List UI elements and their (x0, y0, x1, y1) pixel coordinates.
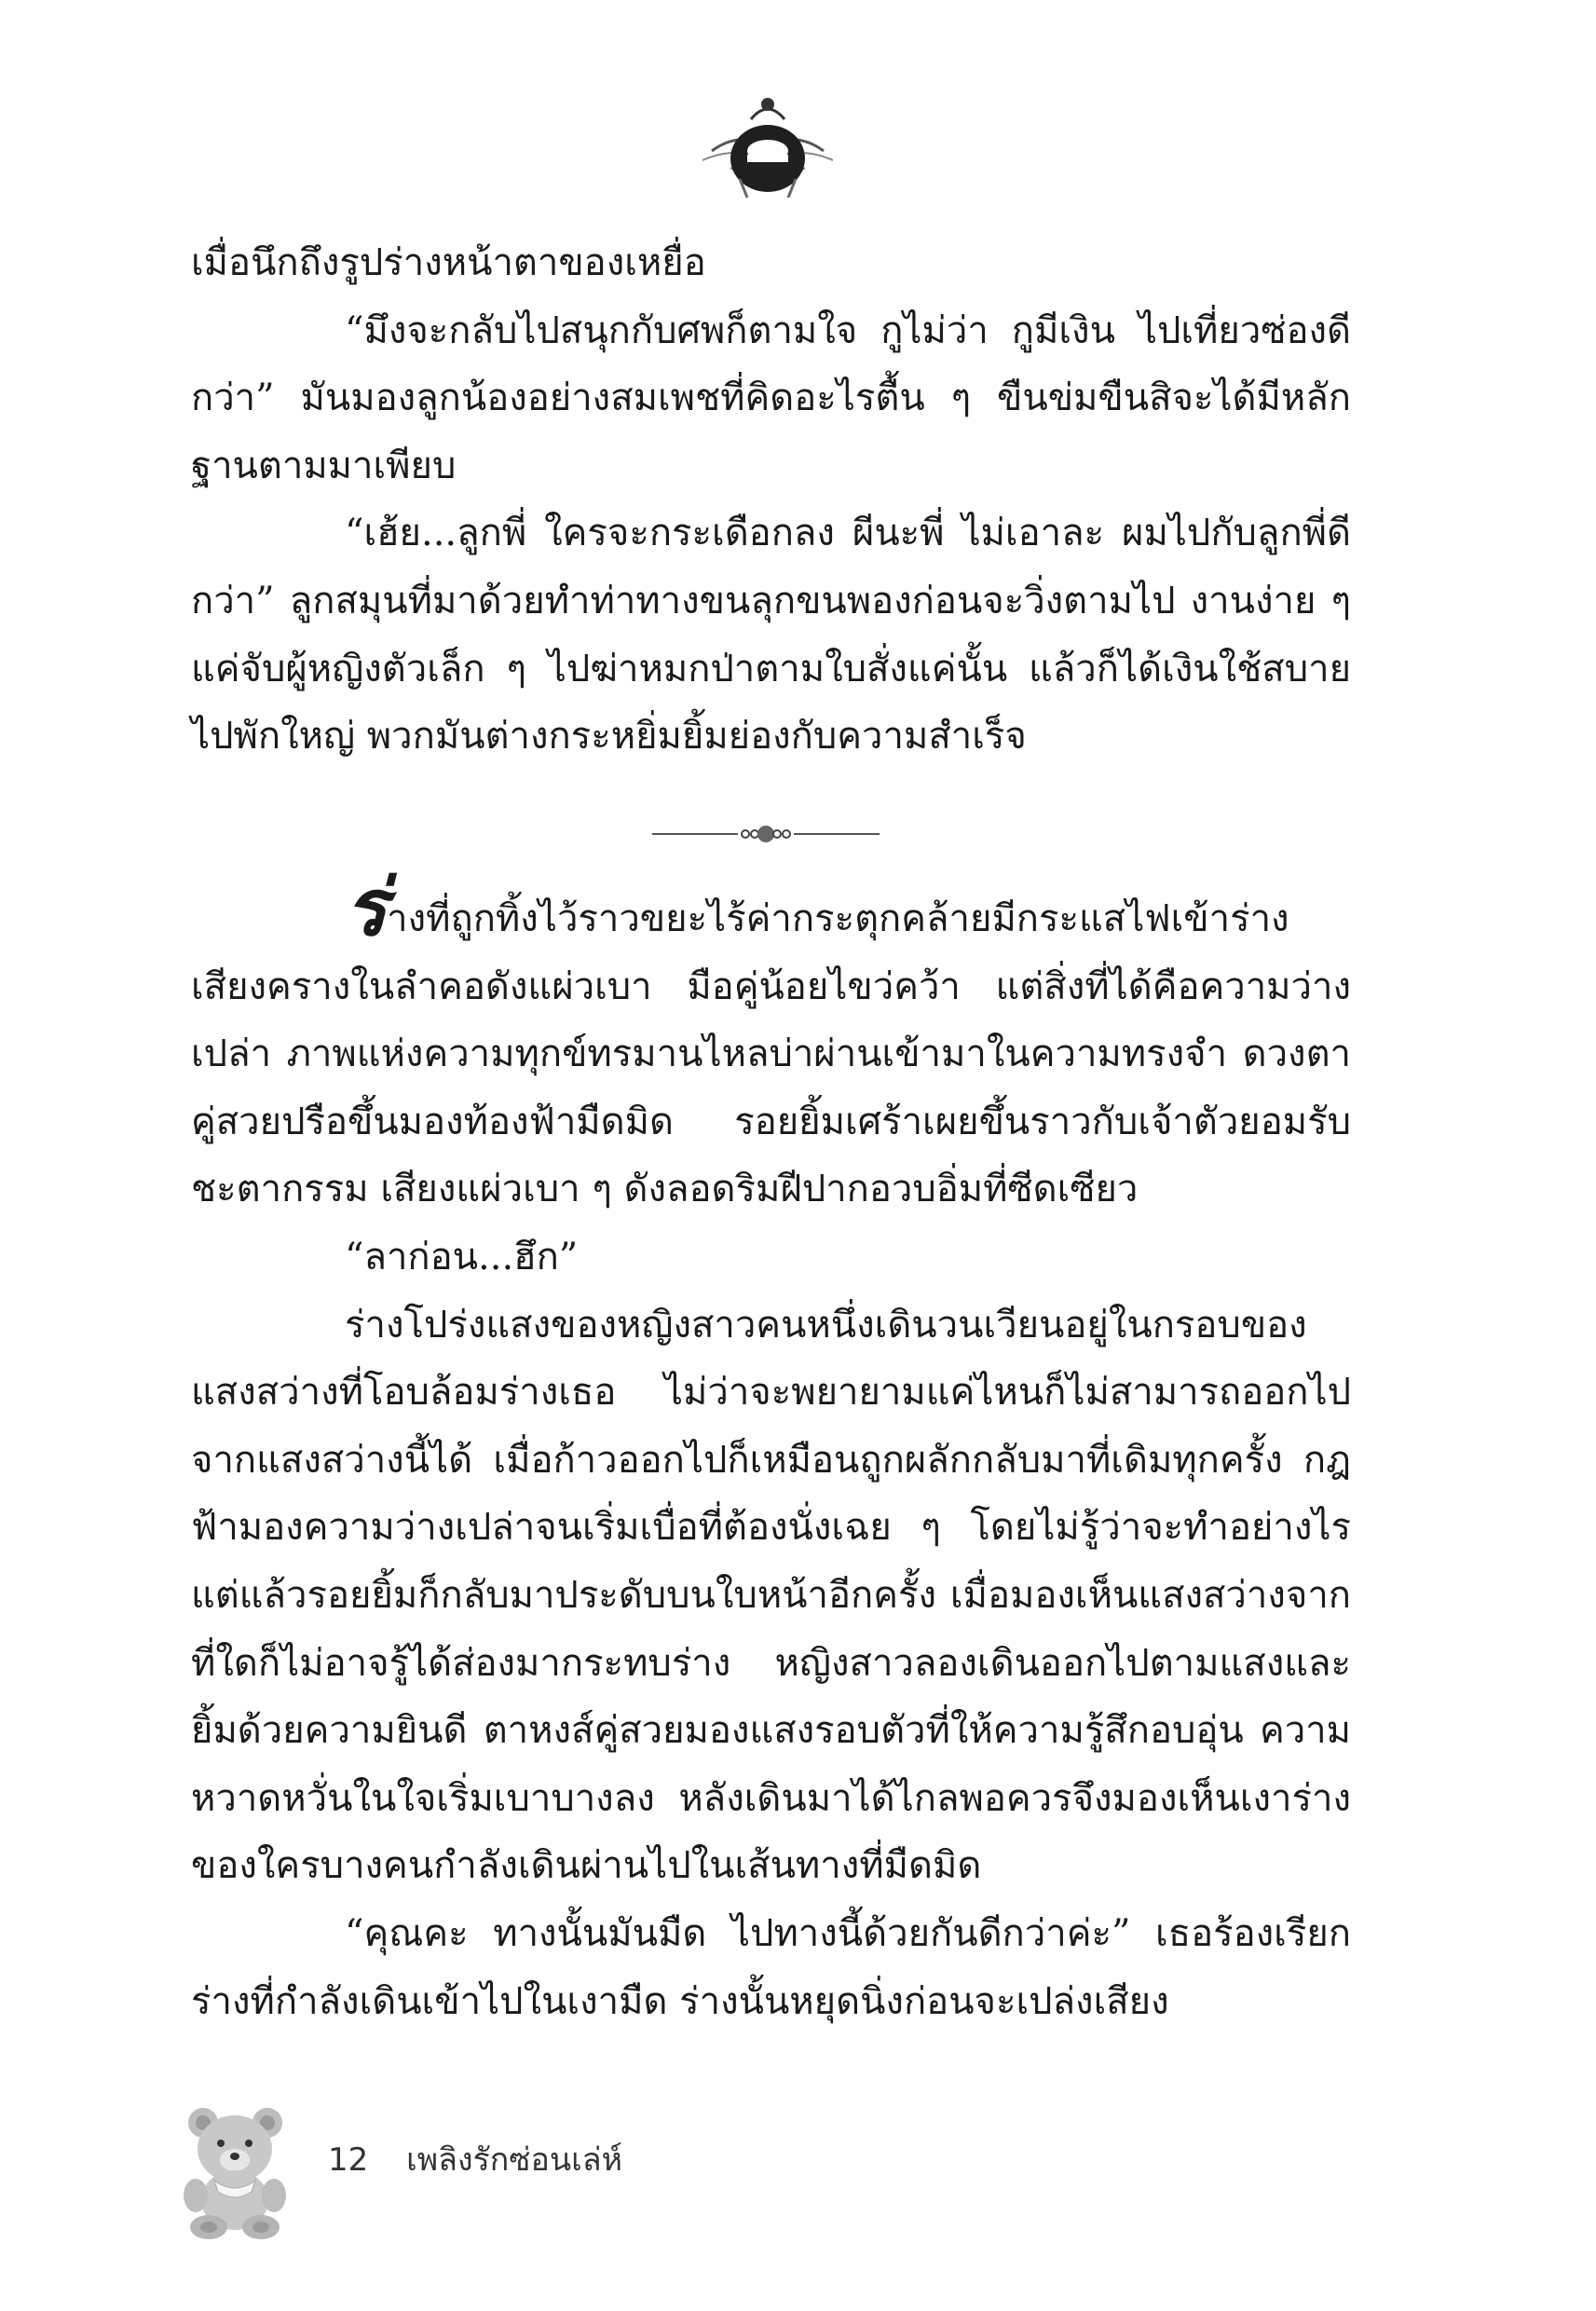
section-text-block (191, 861, 1351, 2035)
paragraph: “ลาก่อน...ฮึก” (345, 1235, 579, 1279)
book-title: เพลิงรักซ่อนเล่ห์ (406, 2141, 623, 2179)
ornamental-divider-icon (645, 820, 887, 848)
paragraph-continuation: เมื่อนึกถึงรูปร่างหน้าตาของเหยื่อ (191, 241, 706, 284)
drop-cap: ร่ (345, 861, 388, 953)
page-footer (328, 2134, 622, 2184)
paragraph: ร่างโปร่งแสงของหญิงสาวคนหนึ่งเดินวนเวียนอยู่ในกรอบของแสงสว่างที่โอบล้อมร่างเธอ ไม่ว่าจะพยายามแค่ไหนก็ไม่สามารถออกไปจากแสงสว่างนี้ได้ เมื่อก้าวออกไปก็เหมือนถูกผลักกลับมาที่เดิมทุกครั้ง กฎฟ้ามองความว่างเปล่าจนเริ่มเบื่อที่ต้องนั่งเฉย ๆ โดยไม่รู้ว่าจะทำอย่างไร แต่แล้วรอยยิ้มก็กลับมาประดับบนใบหน้าอีกครั้ง เมื่อมองเห็นแสงสว่างจากที่ใดก็ไม่อาจรู้ได้ส่องมากระทบร่าง หญิงสาวลองเดินออกไปตามแสงและยิ้มด้วยความยินดี ตาหงส์คู่สวยมองแสงรอบตัวที่ให้ความรู้สึกอบอุ่น ความหวาดหวั่นในใจเริ่มเบาบางลง หลังเดินมาได้ไกลพอควรจึงมองเห็นเงาร่างของใครบางคนกำลังเดินผ่านไปในเส้นทางที่มืดมิด (191, 1303, 1351, 1888)
crest-ornament-icon (693, 86, 842, 207)
paragraph: “คุณคะ ทางนั้นมันมืด ไปทางนี้ด้วยกันดีกว่าค่ะ” เธอร้องเรียกร่างที่กำลังเดินเข้าไปในเงามืด ร่างนั้นหยุดนิ่งก่อนจะเปล่งเสียง (191, 1911, 1351, 2023)
paragraph: “มึงจะกลับไปสนุกกับศพก็ตามใจ กูไม่ว่า กูมีเงิน ไปเที่ยวซ่องดีกว่า” มันมองลูกน้องอย่างสมเพชที่คิดอะไรตื้น ๆ ขืนข่มขืนสิจะได้มีหลักฐานตามมาเพียบ (191, 308, 1351, 487)
paragraph: “เฮ้ย...ลูกพี่ ใครจะกระเดือกลง ผีนะพี่ ไม่เอาละ ผมไปกับลูกพี่ดีกว่า” ลูกสมุนที่มาด้วยทำท่าทางขนลุกขนพองก่อนจะวิ่งตามไป งานง่าย ๆ แค่จับผู้หญิงตัวเล็ก ๆ ไปฆ่าหมกป่าตามใบสั่งแค่นั้น แล้วก็ได้เงินใช้สบายไปพักใหญ่ พวกมันต่างกระหยิ่มยิ้มย่องกับความสำเร็จ (191, 512, 1352, 759)
top-text-block (191, 229, 1351, 771)
paragraph-opening (191, 861, 1351, 1224)
page-number: 12 (328, 2141, 369, 2179)
teddy-bear-icon (177, 2102, 293, 2242)
paragraph-opening-text: างที่ถูกทิ้งไว้ราวขยะไร้ค่ากระตุกคล้ายมีกระแสไฟเข้าร่าง เสียงครางในลำคอดังแผ่วเบา มือคู่น้อยไขว่คว้า แต่สิ่งที่ได้คือความว่างเปล่า ภาพแห่งความทุกข์ทรมานไหลบ่าผ่านเข้ามาในความทรงจำ ดวงตาคู่สวยปรือขึ้นมองท้องฟ้ามืดมิด รอยยิ้มเศร้าเผยขึ้นราวกับเจ้าตัวยอมรับชะตากรรม เสียงแผ่วเบา ๆ ดังลอดริมฝีปากอวบอิ่มที่ซีดเซียว (191, 897, 1351, 1211)
